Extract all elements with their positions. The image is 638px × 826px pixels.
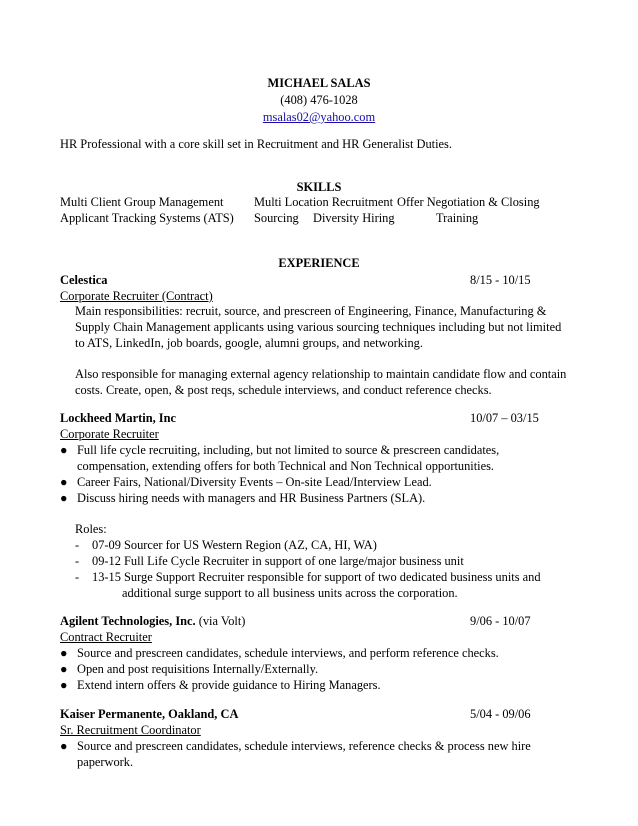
job-dates: 9/06 - 10/07 — [470, 614, 531, 628]
job-dates: 5/04 - 09/06 — [470, 707, 531, 721]
bullet-icon: ● — [60, 475, 68, 489]
paragraph-line: Main responsibilities: recruit, source, and prescreen of Engineering, Finance, Manufacturing & — [75, 304, 547, 318]
role-text: 07-09 Sourcer for US Western Region (AZ, CA, HI, WA) — [92, 538, 377, 552]
bullet-icon: ● — [60, 646, 68, 660]
bullet-icon: ● — [60, 491, 68, 505]
skill-item: Diversity Hiring — [313, 211, 395, 225]
skill-item: Multi Location Recruitment — [254, 195, 394, 209]
bullet-icon: ● — [60, 662, 68, 676]
bullet-text: Career Fairs, National/Diversity Events – On-site Lead/Interview Lead. — [77, 475, 432, 489]
job-dates: 8/15 - 10/15 — [470, 273, 531, 287]
experience-heading: EXPERIENCE — [278, 256, 360, 270]
skills-heading: SKILLS — [296, 180, 342, 194]
dash-icon: - — [75, 538, 80, 552]
paragraph-line: Also responsible for managing external agency relationship to maintain candidate flow and contain — [75, 367, 567, 381]
company-name: Celestica — [60, 273, 108, 287]
job-title: Contract Recruiter — [60, 630, 152, 644]
phone-number: (408) 476-1028 — [280, 93, 358, 107]
paragraph-line: costs. Create, open, & post reqs, schedule interviews, and conduct reference checks. — [75, 383, 492, 397]
role-text: 09-12 Full Life Cycle Recruiter in support of one large/major business unit — [92, 554, 464, 568]
role-text: additional surge support to all business units across the corporation. — [122, 586, 458, 600]
skill-item: Applicant Tracking Systems (ATS) — [60, 211, 234, 225]
company-name: Agilent Technologies, Inc. — [60, 614, 196, 628]
candidate-name: MICHAEL SALAS — [267, 76, 371, 90]
roles-label: Roles: — [75, 522, 107, 536]
bullet-text: paperwork. — [77, 755, 134, 769]
bullet-text: Extend intern offers & provide guidance to Hiring Managers. — [77, 678, 381, 692]
email-link[interactable]: msalas02@yahoo.com — [262, 110, 376, 124]
paragraph-line: to ATS, LinkedIn, job boards, google, alumni groups, and networking. — [75, 336, 423, 350]
dash-icon: - — [75, 554, 80, 568]
bullet-text: Source and prescreen candidates, schedule interviews, reference checks & process new hire — [77, 739, 531, 753]
skill-item: Multi Client Group Management — [60, 195, 224, 209]
dash-icon: - — [75, 570, 80, 584]
bullet-text: Discuss hiring needs with managers and HR Business Partners (SLA). — [77, 491, 426, 505]
job-title: Corporate Recruiter — [60, 427, 159, 441]
job-dates: 10/07 – 03/15 — [470, 411, 539, 425]
bullet-text: Open and post requisitions Internally/Externally. — [77, 662, 319, 676]
summary: HR Professional with a core skill set in Recruitment and HR Generalist Duties. — [60, 137, 452, 151]
company-suffix: (via Volt) — [195, 614, 246, 628]
job-title: Corporate Recruiter (Contract) — [60, 289, 213, 303]
skill-item: Offer Negotiation & Closing — [397, 195, 540, 209]
company-line — [60, 613, 245, 630]
skill-item: Training — [436, 211, 479, 225]
email-wrapper — [0, 109, 638, 126]
bullet-text: compensation, extending offers for both Technical and Non Technical opportunities. — [77, 459, 495, 473]
company-name: Lockheed Martin, Inc — [60, 411, 176, 425]
paragraph-line: Supply Chain Management applicants using various sourcing techniques including but not limited — [75, 320, 562, 334]
role-text: 13-15 Surge Support Recruiter responsible for support of two dedicated business units and — [92, 570, 541, 584]
bullet-icon: ● — [60, 443, 68, 457]
bullet-icon: ● — [60, 739, 68, 753]
bullet-text: Source and prescreen candidates, schedule interviews, and perform reference checks. — [77, 646, 499, 660]
skill-item: Sourcing — [254, 211, 299, 225]
bullet-text: Full life cycle recruiting, including, but not limited to source & prescreen candidates, — [77, 443, 500, 457]
bullet-icon: ● — [60, 678, 68, 692]
company-name: Kaiser Permanente, Oakland, CA — [60, 707, 239, 721]
job-title: Sr. Recruitment Coordinator — [60, 723, 201, 737]
